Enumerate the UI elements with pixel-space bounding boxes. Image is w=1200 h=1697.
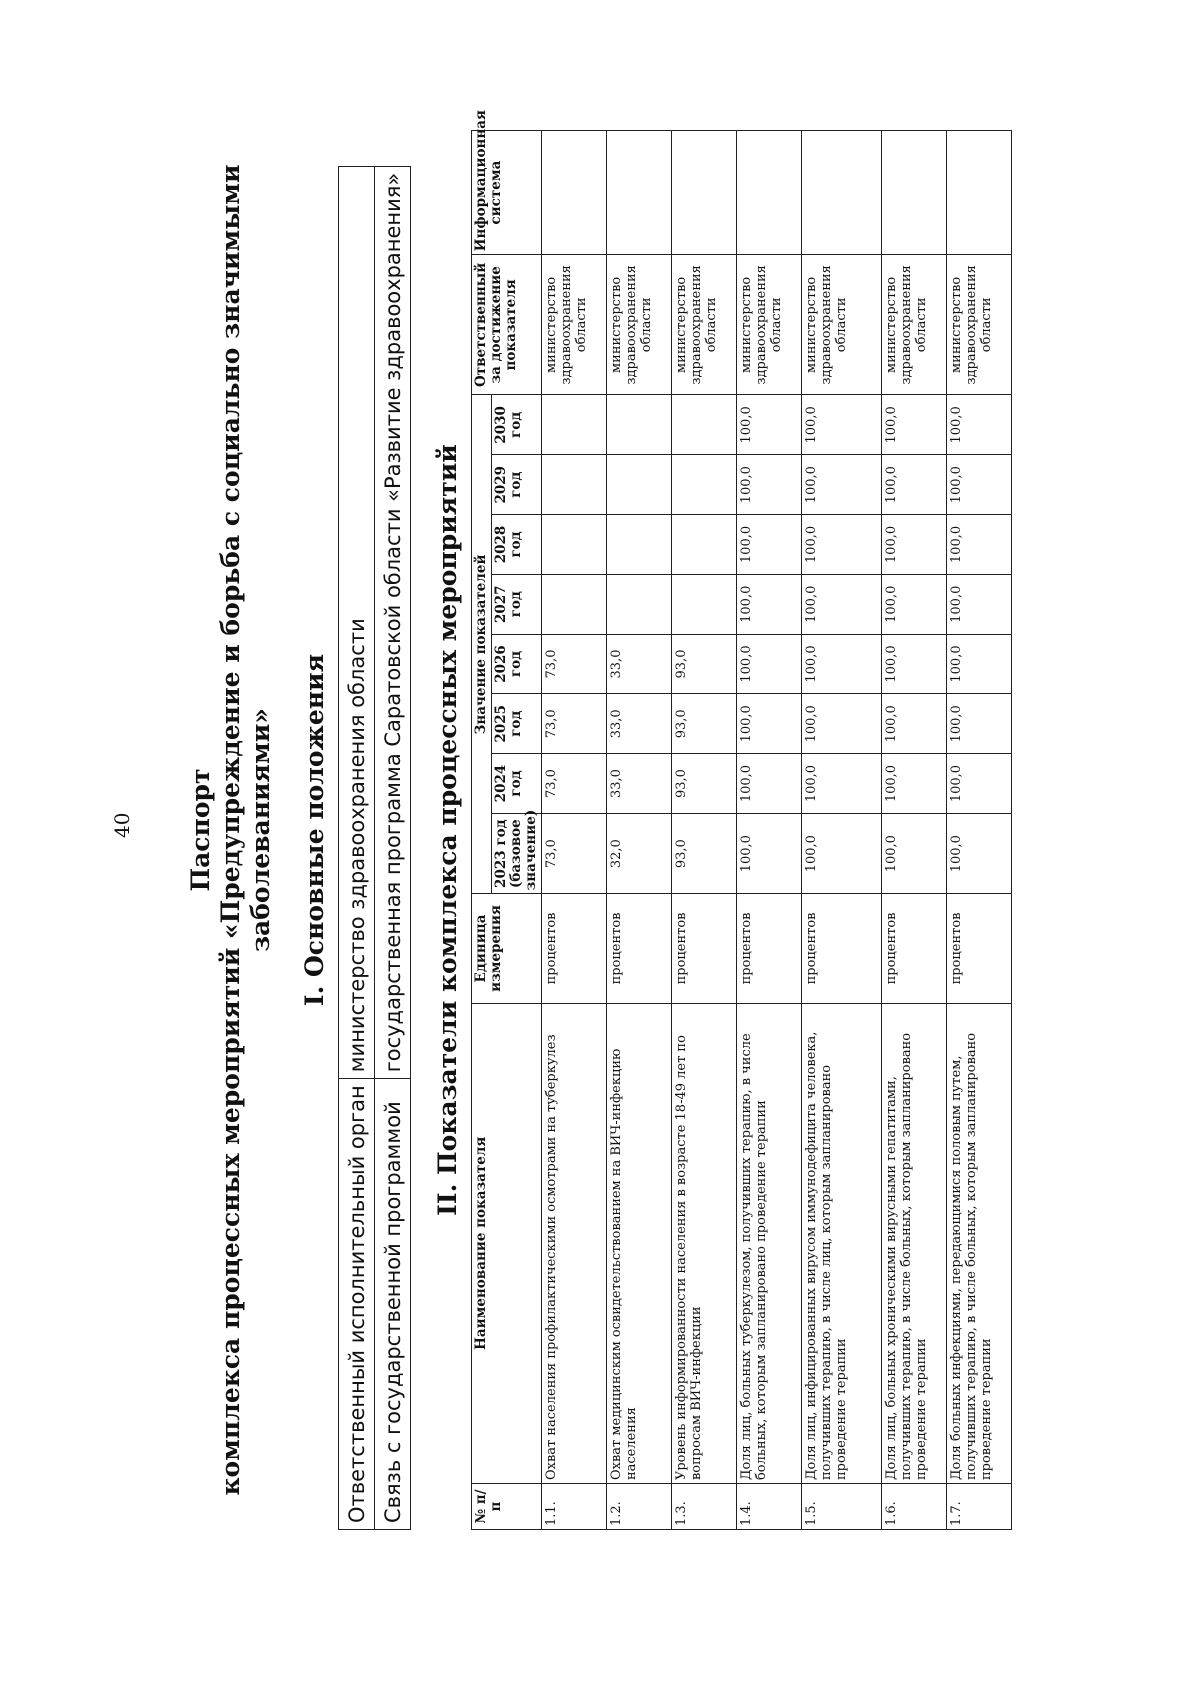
value-2023: 100,0 — [802, 813, 882, 893]
value-2024: 73,0 — [542, 754, 607, 814]
indicators-body — [542, 131, 1012, 1530]
value-2024: 100,0 — [802, 754, 882, 814]
value-2030: 100,0 — [802, 395, 882, 455]
row-value: государственная программа Саратовской области «Развитие здравоохранения» — [375, 166, 411, 1079]
basic-provisions-table — [338, 166, 411, 1530]
value-2026: 93,0 — [672, 634, 737, 694]
col-2027: 2027 год — [492, 574, 542, 634]
row-unit: процентов — [802, 894, 882, 1003]
col-unit: Единица измерения — [472, 894, 542, 1003]
value-2027: 100,0 — [737, 574, 802, 634]
col-2025: 2025 год — [492, 694, 542, 754]
col-info-system: Информационная система — [472, 131, 542, 255]
title-line-1: Паспорт — [186, 768, 215, 892]
table-row — [607, 131, 672, 1530]
col-2024: 2024 год — [492, 754, 542, 814]
table-row — [737, 131, 802, 1530]
value-2027: 100,0 — [802, 574, 882, 634]
value-2025: 100,0 — [737, 694, 802, 754]
row-num: 1.1. — [542, 1484, 607, 1530]
value-2027: 100,0 — [947, 574, 1012, 634]
row-key: Ответственный исполнительный орган — [339, 1079, 375, 1530]
value-2026: 73,0 — [542, 634, 607, 694]
value-2030 — [607, 395, 672, 455]
row-num: 1.6. — [882, 1484, 947, 1530]
row-name: Доля лиц, инфицированных вирусом иммунодефицита человека, получивших терапию, в числе лиц, которым запланировано проведение терапии — [802, 1003, 882, 1483]
value-2025: 100,0 — [882, 694, 947, 754]
value-2023: 100,0 — [737, 813, 802, 893]
value-2029 — [542, 455, 607, 515]
value-2027 — [672, 574, 737, 634]
value-2027 — [607, 574, 672, 634]
row-name: Доля лиц, больных туберкулезом, получивших терапию, в числе больных, которым запланировано проведение терапии — [737, 1003, 802, 1483]
rotated-page-content — [186, 110, 1056, 1530]
row-responsible: министерство здравоохранения области — [802, 255, 882, 395]
table-row — [802, 131, 882, 1530]
document-title — [186, 130, 276, 1530]
table-row — [542, 131, 607, 1530]
row-info-system — [737, 131, 802, 255]
value-2024: 33,0 — [607, 754, 672, 814]
row-info-system — [542, 131, 607, 255]
row-responsible: министерство здравоохранения области — [672, 255, 737, 395]
row-key: Связь с государственной программой — [375, 1079, 411, 1530]
row-info-system — [947, 131, 1012, 255]
header-row — [472, 131, 492, 1530]
col-num: № п/п — [472, 1484, 542, 1530]
value-2025: 100,0 — [802, 694, 882, 754]
row-info-system — [802, 131, 882, 255]
value-2028: 100,0 — [737, 515, 802, 575]
value-2025: 33,0 — [607, 694, 672, 754]
indicators-table — [471, 110, 1012, 1530]
row-name: Охват населения профилактическими осмотрами на туберкулез — [542, 1003, 607, 1483]
row-num: 1.7. — [947, 1484, 1012, 1530]
value-2028: 100,0 — [882, 515, 947, 575]
table-row — [947, 131, 1012, 1530]
value-2028: 100,0 — [947, 515, 1012, 575]
row-info-system — [672, 131, 737, 255]
row-num: 1.2. — [607, 1484, 672, 1530]
col-2026: 2026 год — [492, 634, 542, 694]
col-values-group: Значение показателей — [472, 395, 492, 894]
table-row — [375, 166, 411, 1529]
col-responsible: Ответственный за достижение показателя — [472, 255, 542, 395]
value-2030: 100,0 — [882, 395, 947, 455]
table-row — [672, 131, 737, 1530]
value-2024: 100,0 — [882, 754, 947, 814]
row-responsible: министерство здравоохранения области — [607, 255, 672, 395]
row-num: 1.3. — [672, 1484, 737, 1530]
value-2026: 100,0 — [947, 634, 1012, 694]
value-2025: 100,0 — [947, 694, 1012, 754]
value-2024: 100,0 — [737, 754, 802, 814]
row-responsible: министерство здравоохранения области — [542, 255, 607, 395]
row-num: 1.5. — [802, 1484, 882, 1530]
value-2029: 100,0 — [882, 455, 947, 515]
section1-heading: I. Основные положения — [300, 653, 329, 1007]
value-2027: 100,0 — [882, 574, 947, 634]
row-name: Доля лиц, больных хроническими вирусными гепатитами, получивших терапию, в числе больных, которым запланировано проведение терапии — [882, 1003, 947, 1483]
value-2026: 100,0 — [802, 634, 882, 694]
value-2029: 100,0 — [737, 455, 802, 515]
row-name: Охват медицинским освидетельствованием на ВИЧ-инфекцию населения — [607, 1003, 672, 1483]
row-responsible: министерство здравоохранения области — [947, 255, 1012, 395]
col-2028: 2028 год — [492, 515, 542, 575]
col-name: Наименование показателя — [472, 1003, 542, 1483]
value-2028: 100,0 — [802, 515, 882, 575]
row-info-system — [607, 131, 672, 255]
value-2023: 100,0 — [882, 813, 947, 893]
row-responsible: министерство здравоохранения области — [737, 255, 802, 395]
value-2024: 93,0 — [672, 754, 737, 814]
row-responsible: министерство здравоохранения области — [882, 255, 947, 395]
row-name: Доля больных инфекциями, передающимися половым путем, получивших терапию, в числе больных, которым запланировано проведение терапии — [947, 1003, 1012, 1483]
row-num: 1.4. — [737, 1484, 802, 1530]
value-2029: 100,0 — [802, 455, 882, 515]
value-2030: 100,0 — [947, 395, 1012, 455]
value-2028 — [607, 515, 672, 575]
row-value: министерство здравоохранения области — [339, 166, 375, 1079]
row-unit: процентов — [882, 894, 947, 1003]
value-2026: 100,0 — [737, 634, 802, 694]
row-unit: процентов — [672, 894, 737, 1003]
section2-heading: II. Показатели комплекса процессных мероприятий — [433, 444, 462, 1216]
page-number: 40 — [110, 812, 134, 838]
value-2025: 93,0 — [672, 694, 737, 754]
value-2029: 100,0 — [947, 455, 1012, 515]
value-2027 — [542, 574, 607, 634]
row-unit: процентов — [607, 894, 672, 1003]
value-2030 — [672, 395, 737, 455]
row-unit: процентов — [737, 894, 802, 1003]
value-2026: 100,0 — [882, 634, 947, 694]
value-2023: 73,0 — [542, 813, 607, 893]
value-2028 — [542, 515, 607, 575]
value-2023: 100,0 — [947, 813, 1012, 893]
value-2028 — [672, 515, 737, 575]
value-2030: 100,0 — [737, 395, 802, 455]
value-2030 — [542, 395, 607, 455]
value-2026: 33,0 — [607, 634, 672, 694]
value-2023: 93,0 — [672, 813, 737, 893]
table-row — [882, 131, 947, 1530]
col-2023: 2023 год (базовое значение) — [492, 813, 542, 893]
value-2029 — [607, 455, 672, 515]
table-row — [339, 166, 375, 1529]
row-info-system — [882, 131, 947, 255]
value-2023: 32,0 — [607, 813, 672, 893]
col-2030: 2030 год — [492, 395, 542, 455]
row-unit: процентов — [947, 894, 1012, 1003]
title-line-2: комплекса процессных мероприятий «Предупреждение и борьба с социально значимыми заболеваниями» — [216, 164, 275, 1496]
value-2025: 73,0 — [542, 694, 607, 754]
row-name: Уровень информированности населения в возрасте 18-49 лет по вопросам ВИЧ-инфекции — [672, 1003, 737, 1483]
value-2029 — [672, 455, 737, 515]
col-2029: 2029 год — [492, 455, 542, 515]
row-unit: процентов — [542, 894, 607, 1003]
value-2024: 100,0 — [947, 754, 1012, 814]
